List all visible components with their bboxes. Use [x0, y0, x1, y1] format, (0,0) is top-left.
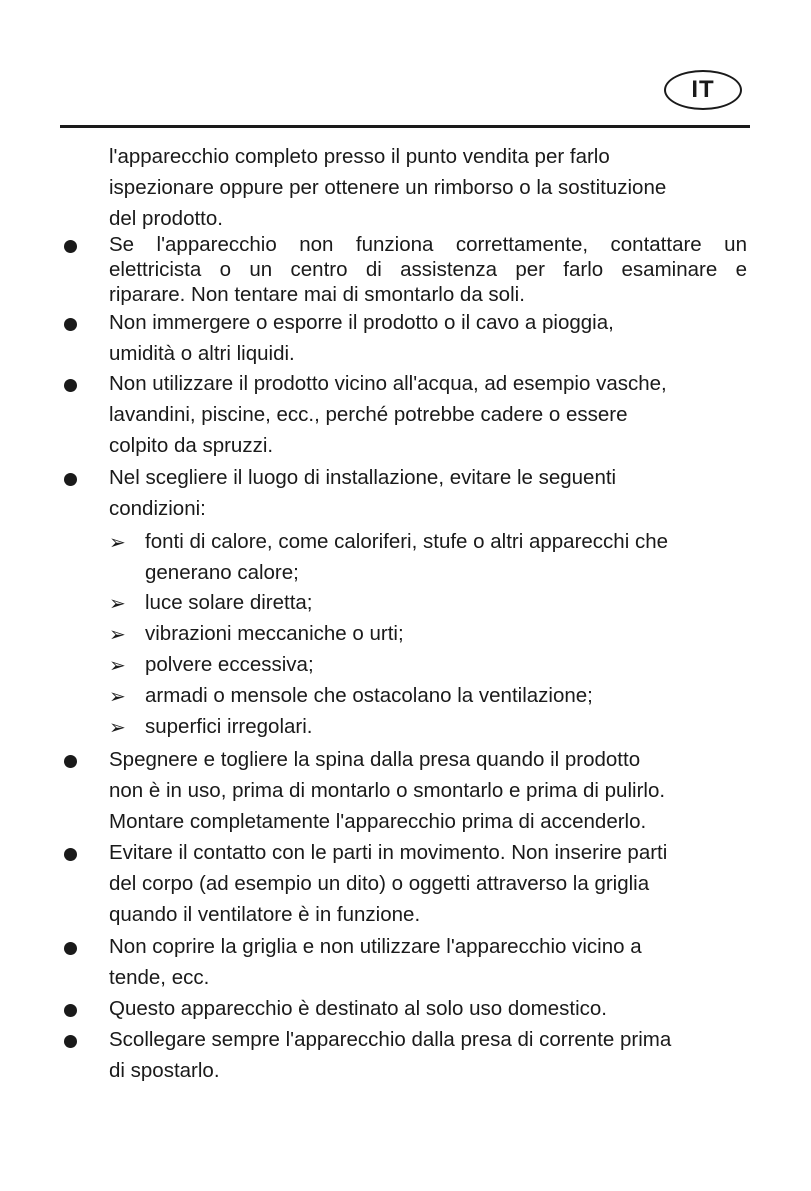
arrow-bullet-icon: ➢: [109, 624, 126, 646]
sub-item-line: vibrazioni meccaniche o urti;: [145, 622, 404, 645]
bullet-line: Non coprire la griglia e non utilizzare l'apparecchio vicino a: [109, 935, 642, 958]
bullet-dot: [64, 1004, 77, 1017]
sub-item-line: generano calore;: [145, 561, 299, 584]
intro-line: ispezionare oppure per ottenere un rimborso o la sostituzione: [109, 176, 667, 199]
sub-item-line: armadi o mensole che ostacolano la ventilazione;: [145, 684, 593, 707]
bullet-line: lavandini, piscine, ecc., perché potrebbe cadere o essere: [109, 403, 628, 426]
bullet-line: quando il ventilatore è in funzione.: [109, 903, 421, 926]
bullet-line: Non immergere o esporre il prodotto o il cavo a pioggia,: [109, 311, 614, 334]
bullet-line: Nel scegliere il luogo di installazione, evitare le seguenti: [109, 466, 617, 489]
bullet-line: tende, ecc.: [109, 966, 210, 989]
bullet-line: Spegnere e togliere la spina dalla presa quando il prodotto: [109, 748, 641, 771]
bullet-line: elettricista o un centro di assistenza per farlo esaminare e: [109, 258, 747, 281]
bullet-line: riparare. Non tentare mai di smontarlo da soli.: [109, 283, 525, 306]
bullet-line: Se l'apparecchio non funziona correttamente, contattare un: [109, 233, 747, 256]
intro-line: l'apparecchio completo presso il punto vendita per farlo: [109, 145, 610, 168]
bullet-line: Scollegare sempre l'apparecchio dalla presa di corrente prima: [109, 1028, 672, 1051]
bullet-line: colpito da spruzzi.: [109, 434, 274, 457]
bullet-line: condizioni:: [109, 497, 206, 520]
bullet-line: umidità o altri liquidi.: [109, 342, 295, 365]
language-badge: [664, 70, 742, 110]
bullet-dot: [64, 1035, 77, 1048]
arrow-bullet-icon: ➢: [109, 717, 126, 739]
sub-item-line: superfici irregolari.: [145, 715, 313, 738]
bullet-dot: [64, 240, 77, 253]
bullet-line: Evitare il contatto con le parti in movimento. Non inserire parti: [109, 841, 668, 864]
bullet-dot: [64, 848, 77, 861]
bullet-dot: [64, 318, 77, 331]
language-code: IT: [691, 76, 715, 103]
intro-line: del prodotto.: [109, 207, 223, 230]
bullet-dot: [64, 379, 77, 392]
arrow-bullet-icon: ➢: [109, 686, 126, 708]
bullet-line: Montare completamente l'apparecchio prima di accenderlo.: [109, 810, 647, 833]
bullet-line: Non utilizzare il prodotto vicino all'acqua, ad esempio vasche,: [109, 372, 667, 395]
sub-item-line: polvere eccessiva;: [145, 653, 314, 676]
bullet-dot: [64, 755, 77, 768]
arrow-bullet-icon: ➢: [109, 532, 126, 554]
bullet-dot: [64, 942, 77, 955]
sub-item-line: luce solare diretta;: [145, 591, 313, 614]
bullet-line: di spostarlo.: [109, 1059, 220, 1082]
header-rule: [60, 125, 750, 128]
bullet-dot: [64, 473, 77, 486]
arrow-bullet-icon: ➢: [109, 593, 126, 615]
arrow-bullet-icon: ➢: [109, 655, 126, 677]
bullet-line: del corpo (ad esempio un dito) o oggetti attraverso la griglia: [109, 872, 650, 895]
bullet-line: Questo apparecchio è destinato al solo uso domestico.: [109, 997, 607, 1020]
sub-item-line: fonti di calore, come caloriferi, stufe o altri apparecchi che: [145, 530, 669, 553]
bullet-line: non è in uso, prima di montarlo o smontarlo e prima di pulirlo.: [109, 779, 666, 802]
